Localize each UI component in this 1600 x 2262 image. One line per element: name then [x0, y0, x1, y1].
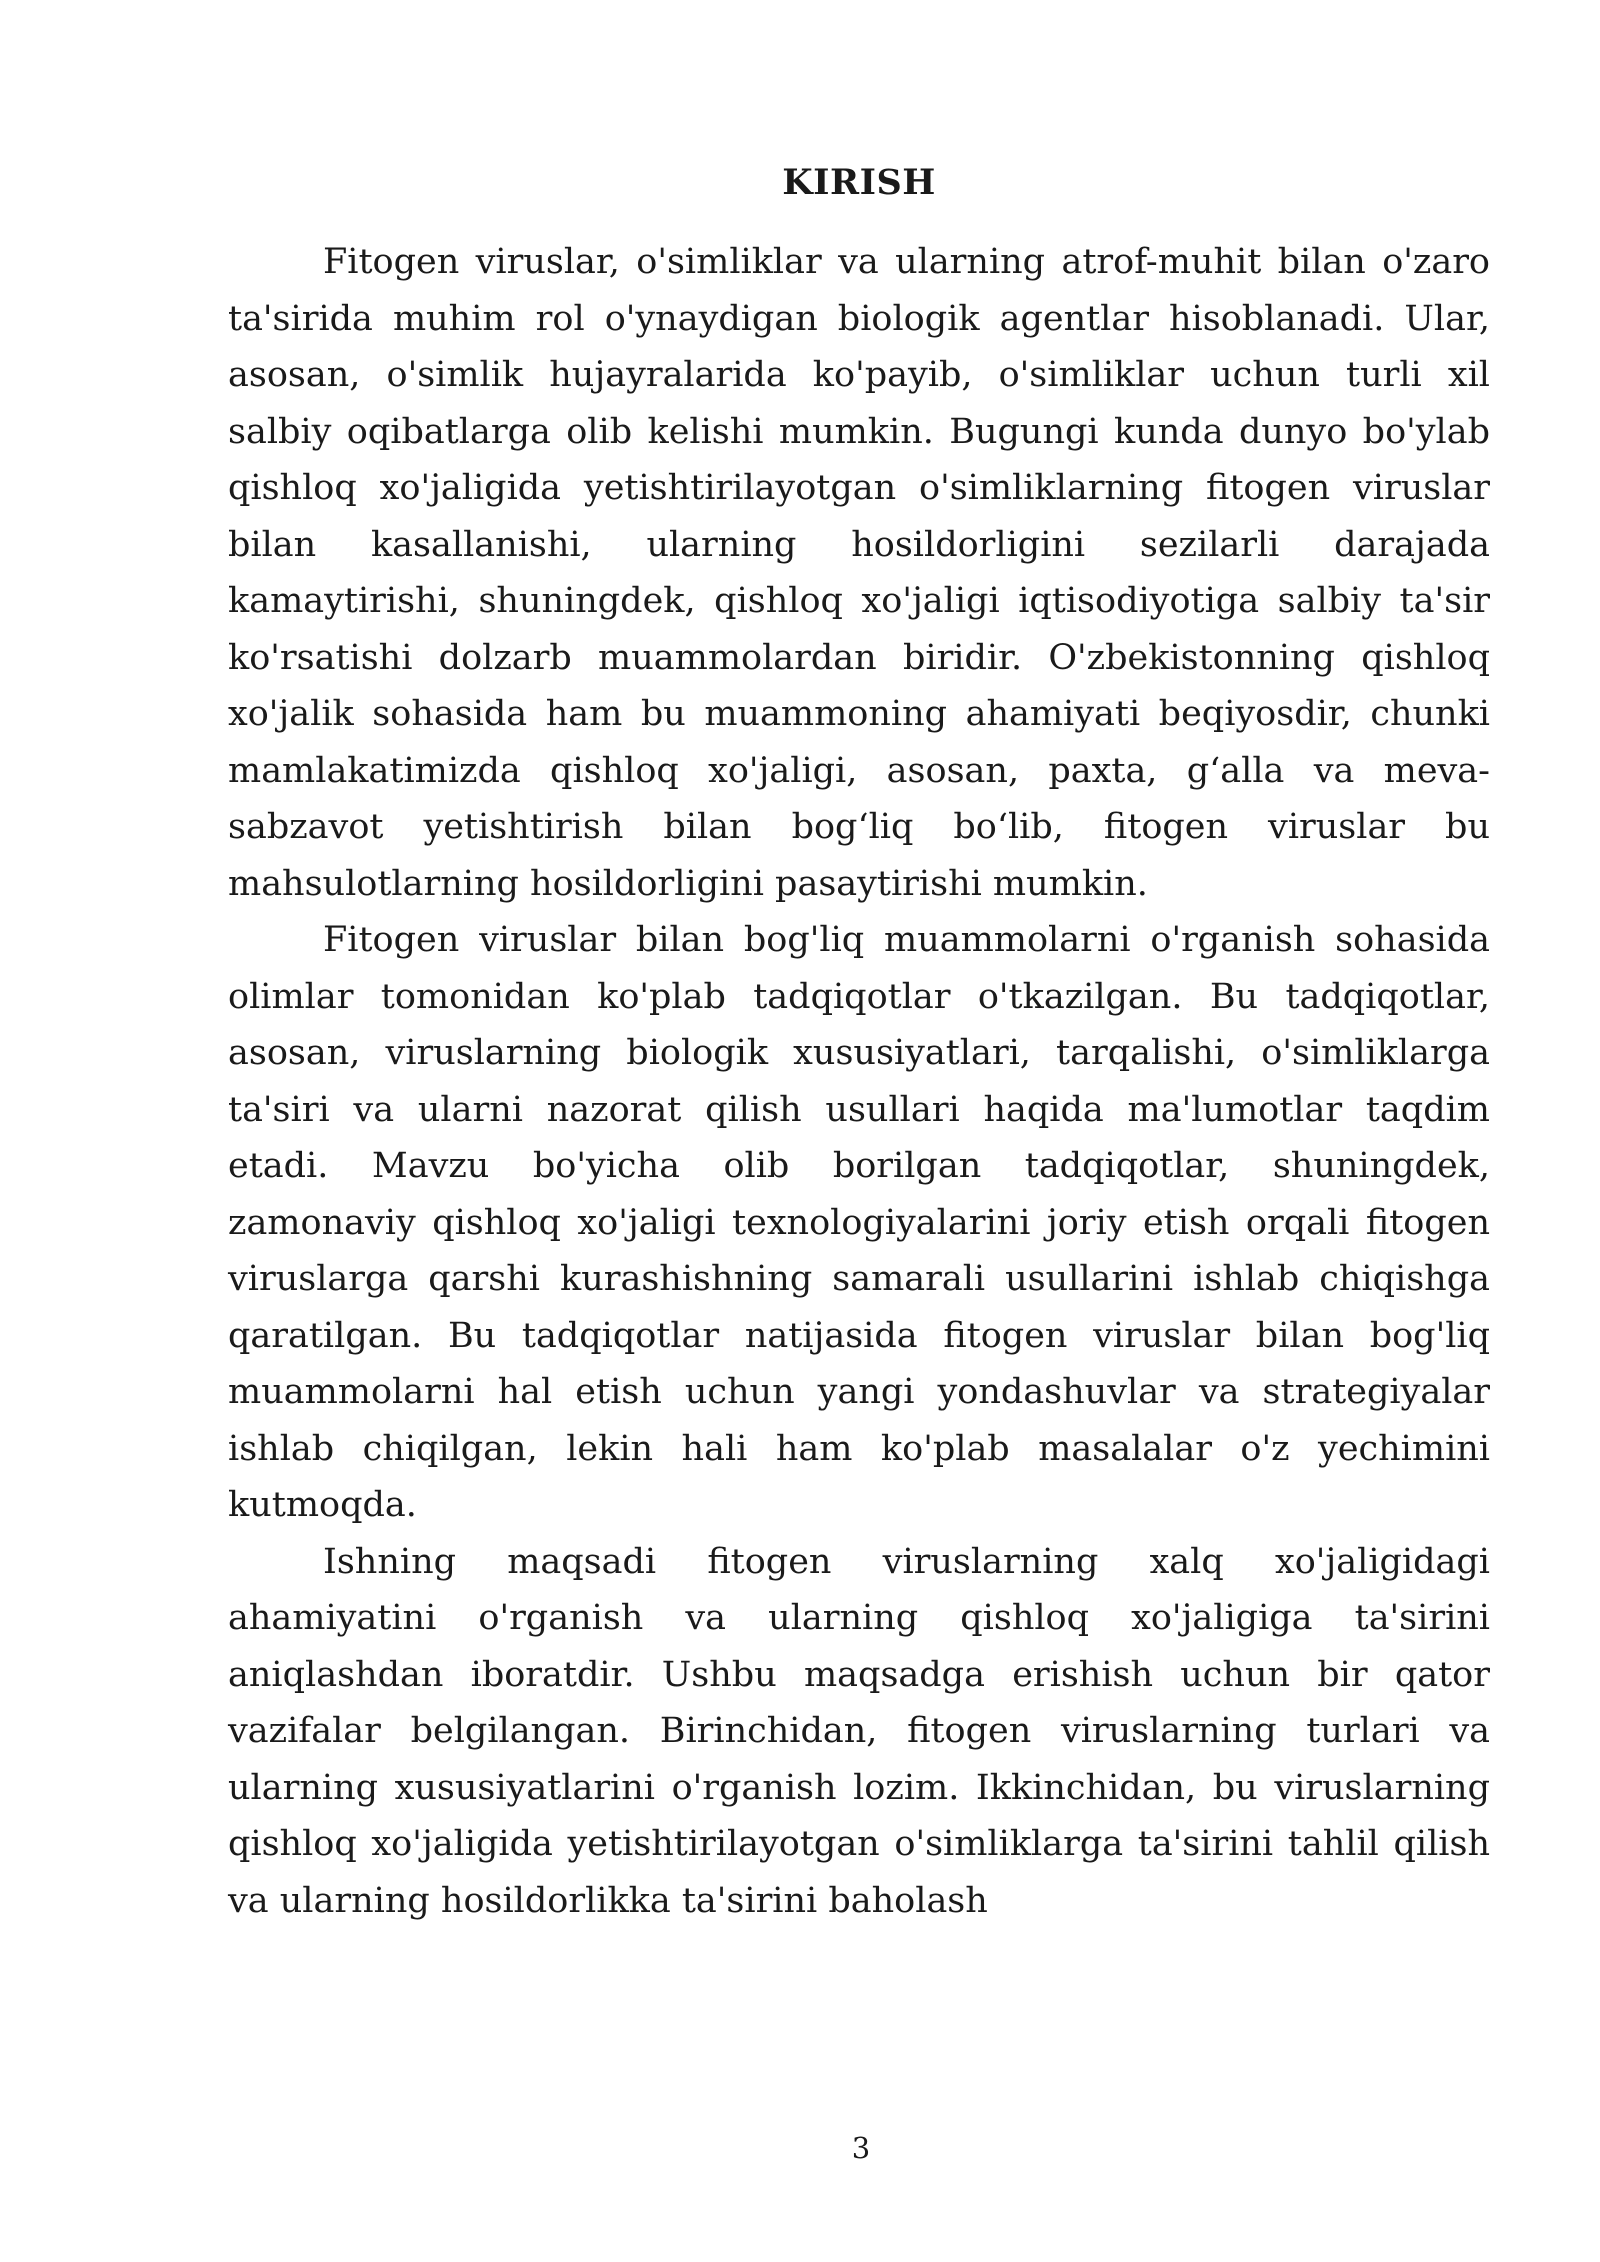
page-number: 3 [851, 2131, 871, 2165]
section-title: KIRISH [782, 162, 936, 203]
paragraph-2: Fitogen viruslar bilan bog'liq muammolarni o'rganish sohasida olimlar tomonidan ko'plab tadqiqotlar o'tkazilgan. Bu tadqiqotlar, asosan, viruslarning biologik xususiyatlari, tarqalishi, o'simliklarga ta'siri va ularni nazorat qilish usullari haqida ma'lumotlar taqdim etadi. Mavzu bo'yicha olib borilgan tadqiqotlar, shuningdek, zamonaviy qishloq xo'jaligi texnologiyalarini joriy etish orqali fitogen viruslarga qarshi kurashishning samarali usullarini ishlab chiqishga qaratilgan. Bu tadqiqotlar natijasida fitogen viruslar bilan bog'liq muammolarni hal etish uchun yangi yondashuvlar va strategiyalar ishlab chiqilgan, lekin hali ham ko'plab masalalar o'z yechimini kutmoqda. [228, 920, 1490, 1525]
page-content [228, 148, 1490, 1929]
paragraph-1: Fitogen viruslar, o'simliklar va ularning atrof-muhit bilan o'zaro ta'sirida muhim rol o'ynaydigan biologik agentlar hisoblanadi. Ular, asosan, o'simlik hujayralarida ko'payib, o'simliklar uchun turli xil salbiy oqibatlarga olib kelishi mumkin. Bugungi kunda dunyo bo'ylab qishloq xo'jaligida yetishtirilayotgan o'simliklarning fitogen viruslar bilan kasallanishi, ularning hosildorligini sezilarli darajada kamaytirishi, shuningdek, qishloq xo'jaligi iqtisodiyotiga salbiy ta'sir ko'rsatishi dolzarb muammolardan biridir. O'zbekistonning qishloq xo'jalik sohasida ham bu muammoning ahamiyati beqiyosdir, chunki mamlakatimizda qishloq xo'jaligi, asosan, paxta, g‘alla va meva-sabzavot yetishtirish bilan bog‘liq bo‘lib, fitogen viruslar bu mahsulotlarning hosildorligini pasaytirishi mumkin. [228, 242, 1490, 904]
paragraph-3: Ishning maqsadi fitogen viruslarning xalq xo'jaligidagi ahamiyatini o'rganish va ularning qishloq xo'jaligiga ta'sirini aniqlashdan iboratdir. Ushbu maqsadga erishish uchun bir qator vazifalar belgilangan. Birinchidan, fitogen viruslarning turlari va ularning xususiyatlarini o'rganish lozim. Ikkinchidan, bu viruslarning qishloq xo'jaligida yetishtirilayotgan o'simliklarga ta'sirini tahlil qilish va ularning hosildorlikka ta'sirini baholash [228, 1541, 1490, 1921]
